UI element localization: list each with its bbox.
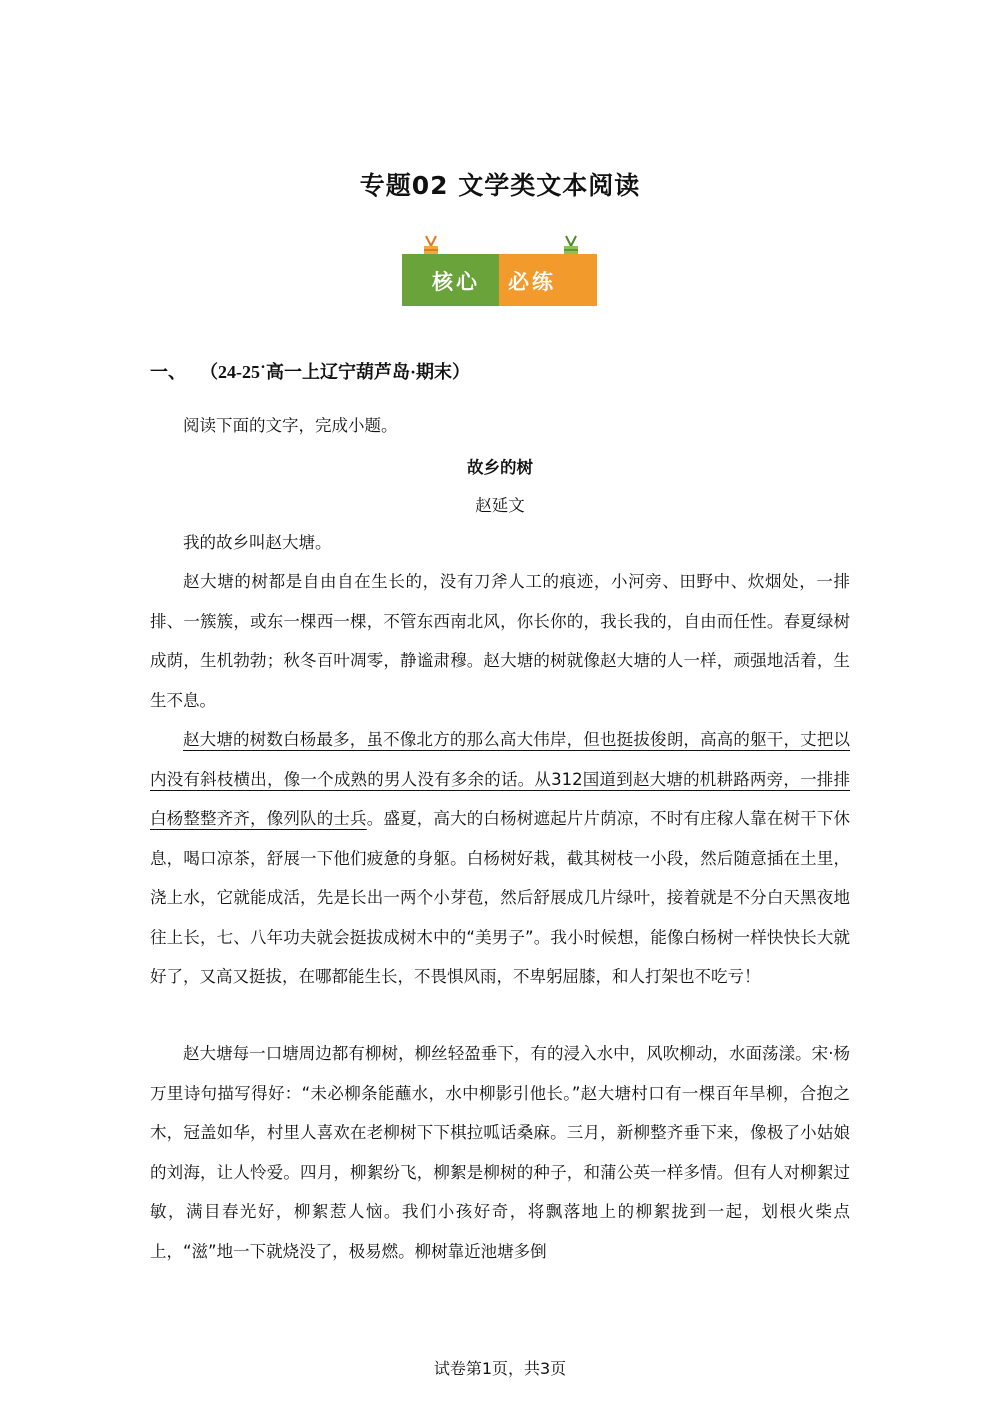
- badge-right-label: 必练: [508, 270, 556, 294]
- badge-left-label: 核心: [432, 270, 480, 294]
- paragraph-3: [150, 720, 850, 997]
- core-practice-badge: [402, 232, 598, 306]
- page-title: 专题02 文学类文本阅读: [359, 171, 641, 200]
- paragraph-3-rest: 。盛夏，高大的白杨树遮起片片荫凉，不时有庄稼人靠在树干下休息，喝口凉茶，舒展一下他们疲惫的身躯。白杨树好栽，截其树枝一小段，然后随意插在土里，浇上水，它就能成活，先是长出一两个小芽苞，然后舒展成几片绿叶，接着就是不分白天黑夜地往上长，七、八年功夫就会挺拔成树木中的“美男子”。我小时候想，能像白杨树一样快快长大就好了，又高又挺拔，在哪都能生长，不畏惧风雨，不卑躬屈膝，和人打架也不吃亏！: [150, 809, 851, 986]
- section-number: 一、: [150, 362, 186, 383]
- article-title: 故乡的树: [467, 458, 533, 477]
- section-heading: [150, 358, 470, 384]
- paragraph-1: 我的故乡叫赵大塘。: [183, 533, 332, 552]
- section-source: （24-25˙高一上辽宁葫芦岛·期末）: [200, 362, 470, 382]
- paragraph-4: 赵大塘每一口塘周边都有柳树，柳丝轻盈垂下，有的浸入水中，风吹柳动，水面荡漾。宋·杨万里诗句描写得好：“未必柳条能蘸水，水中柳影引他长。”赵大塘村口有一棵百年旱柳，合抱之木，冠盖如华，村里人喜欢在老柳树下下棋拉呱话桑麻。三月，新柳整齐垂下来，像极了小姑娘的刘海，让人怜爱。四月，柳絮纷飞，柳絮是柳树的种子，和蒲公英一样多情。但有人对柳絮过敏，满目春光好，柳絮惹人恼。我们小孩好奇，将飘落地上的柳絮拢到一起，划根火柴点上，“滋”地一下就烧没了，极易燃。柳树靠近池塘多倒: [150, 1044, 850, 1261]
- paragraph-3-underlined: 赵大塘的树数白杨最多，虽不像北方的那么高大伟岸，但也挺拔俊朗，高高的躯干，丈把以内没有斜枝横出，像一个成熟的男人没有多余的话。从312国道到赵大塘的机耕路两旁，一排排白杨整整齐齐，像列队的士兵: [150, 730, 850, 828]
- paragraph-2: 赵大塘的树都是自由自在生长的，没有刀斧人工的痕迹，小河旁、田野中、炊烟处，一排排、一簇簇，或东一棵西一棵，不管东西南北风，你长你的，我长我的，自由而任性。春夏绿树成荫，生机勃勃；秋冬百叶凋零，静谧肃穆。赵大塘的树就像赵大塘的人一样，顽强地活着，生生不息。: [150, 572, 850, 710]
- instruction-text: 阅读下面的文字，完成小题。: [183, 416, 398, 435]
- page-footer: 试卷第1页，共3页: [433, 1359, 567, 1378]
- article-author: 赵延文: [475, 496, 525, 515]
